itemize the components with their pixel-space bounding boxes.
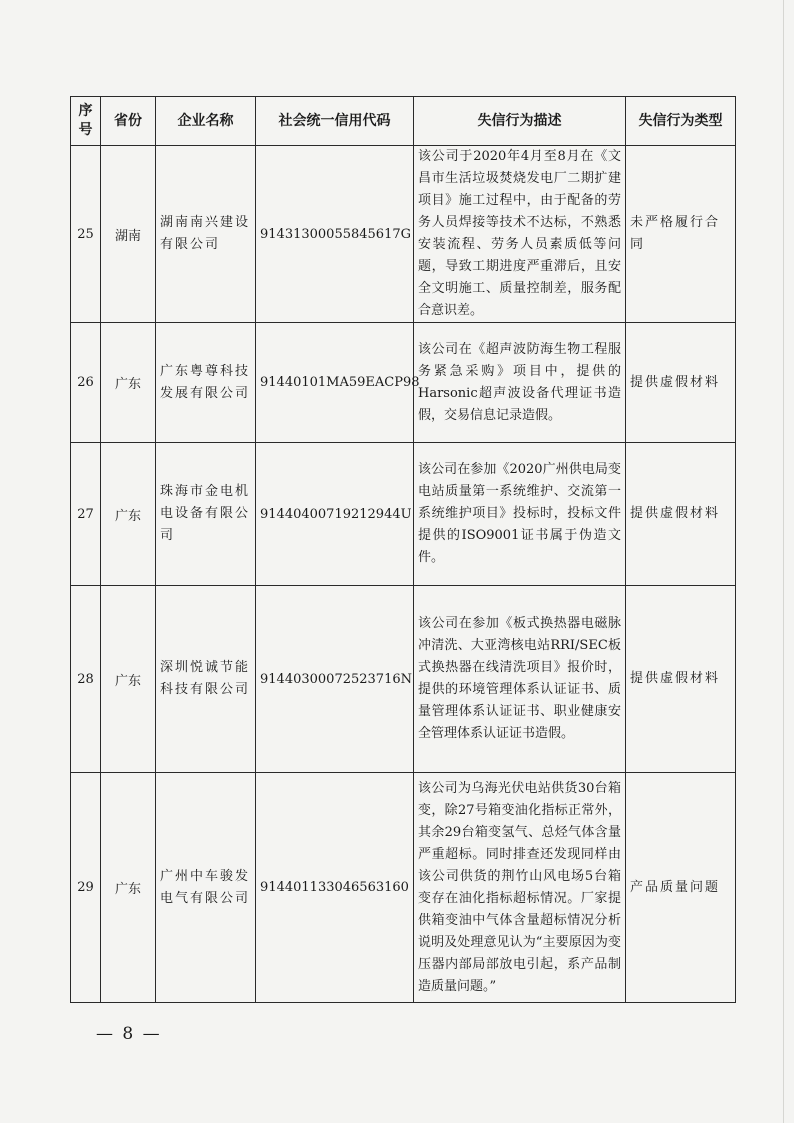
cell-description: 该公司于2020年4月至8月在《文昌市生活垃圾焚烧发电厂二期扩建项目》施工过程中，由于配备的劳务人员焊接等技术不达标，不熟悉安装流程、劳务人员素质低等问题，导致工期进度严重滞后，且安全文明施工、质量控制差，服务配合意识差。 [414,146,626,323]
cell-province: 广东 [101,586,156,773]
cell-province: 广东 [101,773,156,1003]
cell-no: 26 [71,323,101,443]
header-type: 失信行为类型 [626,97,736,146]
cell-company: 湖南南兴建设有限公司 [156,146,256,323]
cell-code: 91440101MA59EACP98 [256,323,414,443]
header-row [71,97,736,146]
page-edge-shadow [783,0,784,1123]
cell-no: 27 [71,443,101,586]
cell-type: 产品质量问题 [626,773,736,1003]
cell-no: 28 [71,586,101,773]
table-row [71,323,736,443]
cell-code: 91431300055845617G [256,146,414,323]
cell-no: 29 [71,773,101,1003]
header-code: 社会统一信用代码 [256,97,414,146]
header-province: 省份 [101,97,156,146]
cell-province: 广东 [101,323,156,443]
dishonesty-record-table [70,96,736,1003]
cell-type: 未严格履行合同 [626,146,736,323]
cell-code: 91440300072523716N [256,586,414,773]
cell-company: 广州中车骏发电气有限公司 [156,773,256,1003]
cell-description: 该公司在《超声波防海生物工程服务紧急采购》项目中，提供的Harsonic超声波设备代理证书造假，交易信息记录造假。 [414,323,626,443]
table-row [71,146,736,323]
cell-type: 提供虚假材料 [626,586,736,773]
cell-code: 914401133046563160 [256,773,414,1003]
cell-province: 湖南 [101,146,156,323]
cell-description: 该公司在参加《2020广州供电局变电站质量第一系统维护、交流第一系统维护项目》投标时，投标文件提供的ISO9001证书属于伪造文件。 [414,443,626,586]
cell-company: 深圳悦诚节能科技有限公司 [156,586,256,773]
cell-code: 91440400719212944U [256,443,414,586]
cell-company: 广东粤尊科技发展有限公司 [156,323,256,443]
cell-description: 该公司在参加《板式换热器电磁脉冲清洗、大亚湾核电站RRI/SEC板式换热器在线清洗项目》报价时，提供的环境管理体系认证证书、质量管理体系认证证书、职业健康安全管理体系认证证书造假。 [414,586,626,773]
cell-company: 珠海市金电机电设备有限公司 [156,443,256,586]
table-row [71,773,736,1003]
page-number: — 8 — [96,1024,162,1044]
table-row [71,443,736,586]
header-no: 序号 [71,97,101,146]
table-row [71,586,736,773]
cell-province: 广东 [101,443,156,586]
cell-type: 提供虚假材料 [626,323,736,443]
cell-no: 25 [71,146,101,323]
header-description: 失信行为描述 [414,97,626,146]
cell-description: 该公司为乌海光伏电站供货30台箱变，除27号箱变油化指标正常外，其余29台箱变氢气、总烃气体含量严重超标。同时排查还发现同样由该公司供货的荆竹山风电场5台箱变存在油化指标超标情况。厂家提供箱变油中气体含量超标情况分析说明及处理意见认为“主要原因为变压器内部局部放电引起，系产品制造质量问题。” [414,773,626,1003]
cell-type: 提供虚假材料 [626,443,736,586]
header-company: 企业名称 [156,97,256,146]
